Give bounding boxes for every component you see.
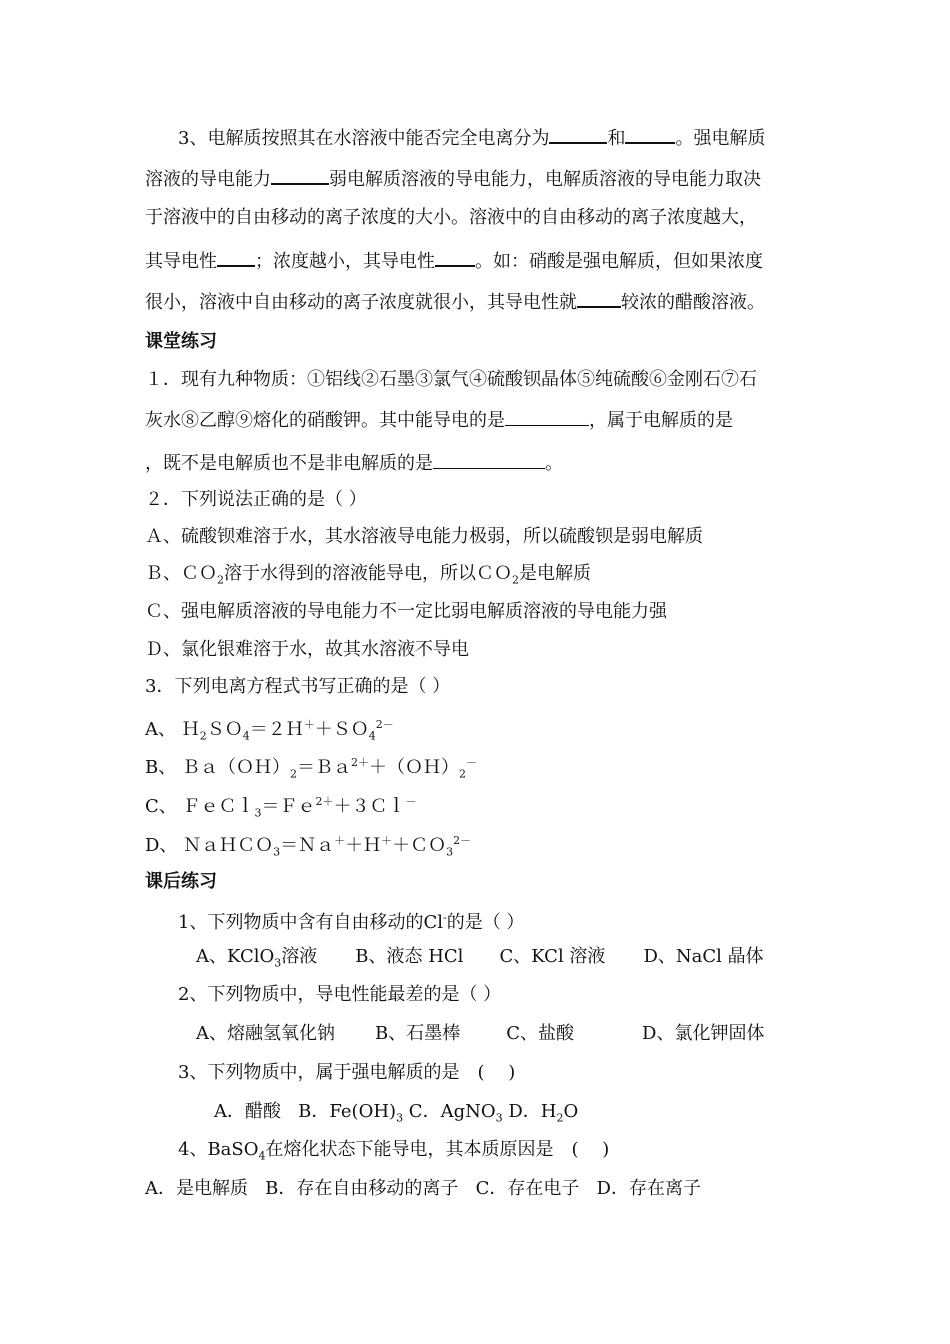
para3-line-1: 3、电解质按照其在水溶液中能否完全电离分为 和 。强电解质	[178, 124, 765, 151]
option-b[interactable]: B、液态 HCl	[355, 946, 464, 967]
para3-line-2: 溶液的导电能力 弱电解质溶液的导电能力，电解质溶液的导电能力取决	[145, 165, 761, 192]
q2-option-b: Ｂ、ＣＯ$_2$溶于水得到的溶液能导电，所以ＣＯ$_2$是电解质	[145, 563, 591, 587]
para3-line-3: 于溶液中的自由移动的离子浓度的大小。溶液中的自由移动的离子浓度越大，	[145, 207, 757, 228]
q3-option-a: A、 Ｈ$_2$ＳＯ$_4$＝２Ｈ＋＋ＳＯ$_4^{2-}$	[145, 718, 394, 743]
classroom-heading: 课堂练习	[145, 331, 217, 352]
after-q1-stem: 1、下列物质中含有自由移动的Cl-的是（ ）	[178, 911, 525, 933]
after-q3-stem: 3、下列物质中，属于强电解质的是 ( )	[178, 1062, 516, 1083]
q1-line-2: 灰水⑧乙醇⑨熔化的硝酸钾。其中能导电的是 ，属于电解质的是	[145, 407, 733, 433]
q1-line-3: ，既不是电解质也不是非电解质的是 。	[145, 450, 563, 476]
q2-option-c: Ｃ、强电解质溶液的导电能力不一定比弱电解质溶液的导电能力强	[145, 601, 667, 622]
q3-option-c: C、 ＦｅＣｌ$_3$＝Ｆｅ$^{2+}$＋３Ｃｌ－	[145, 795, 417, 820]
option-d[interactable]: D．$H_2O$	[508, 1101, 579, 1125]
option-b[interactable]: B、石墨棒	[375, 1023, 461, 1044]
q3-option-d: D、 ＮａＨＣＯ$_3$＝Ｎａ＋＋Ｈ＋＋ＣＯ$_3^{2-}$	[145, 834, 472, 859]
blank[interactable]	[271, 165, 329, 185]
option-b[interactable]: B．存在自由移动的离子	[265, 1178, 459, 1199]
q2-stem: ２．下列说法正确的是（ ）	[145, 489, 367, 510]
blank[interactable]	[433, 450, 545, 469]
blank[interactable]	[577, 288, 621, 308]
q3-option-b: B、 $Ba(OH)_2=Ba^{2+}+(OH)_2^-$	[145, 756, 477, 781]
after-class-heading: 课后练习	[145, 871, 217, 892]
after-q1-options	[196, 945, 764, 976]
blank[interactable]	[217, 247, 255, 267]
option-c[interactable]: C．AgNO$_3$	[408, 1101, 503, 1125]
option-c[interactable]: C、盐酸	[506, 1023, 575, 1044]
q1-line-1: １．现有九种物质：①铝线②石墨③氯气④硫酸钡晶体⑤纯硫酸⑥金刚石⑦石	[145, 369, 757, 390]
option-c[interactable]: C．存在电子	[475, 1178, 580, 1199]
para3-line-5: 很小，溶液中自由移动的离子浓度就很小，其导电性就 较浓的醋酸溶液。	[145, 288, 765, 315]
after-q4-options	[145, 1177, 701, 1201]
option-a[interactable]: A、熔融氢氧化钠	[196, 1023, 335, 1044]
after-q2-stem: 2、下列物质中，导电性能最差的是（ ）	[178, 984, 502, 1005]
option-d[interactable]: D．存在离子	[596, 1178, 701, 1199]
q3-stem: 3．下列电离方程式书写正确的是（ ）	[145, 676, 451, 697]
option-a[interactable]: A、KClO$_3$溶液	[196, 946, 318, 970]
option-d[interactable]: D、NaCl 晶体	[643, 946, 764, 967]
option-b[interactable]: B．$Fe(OH)_3$	[298, 1101, 404, 1125]
after-q3-options	[214, 1100, 578, 1131]
blank[interactable]	[435, 247, 475, 267]
option-a[interactable]: A．是电解质	[145, 1178, 248, 1199]
option-a[interactable]: A．醋酸	[214, 1101, 281, 1122]
after-q4-stem: 4、BaSO$_4$在熔化状态下能导电，其本质原因是 ( )	[178, 1139, 610, 1163]
after-q2-options	[196, 1022, 764, 1046]
blank[interactable]	[625, 124, 675, 144]
blank[interactable]	[549, 124, 607, 144]
option-c[interactable]: C、KCl 溶液	[499, 946, 606, 967]
para3-line-4: 其导电性 ；浓度越小，其导电性 。如：硝酸是强电解质，但如果浓度	[145, 247, 763, 274]
q2-option-d: Ｄ、氯化银难溶于水，故其水溶液不导电	[145, 639, 469, 660]
option-d[interactable]: D、氯化钾固体	[642, 1023, 765, 1044]
blank[interactable]	[505, 407, 589, 426]
q2-option-a: Ａ、硫酸钡难溶于水，其水溶液导电能力极弱，所以硫酸钡是弱电解质	[145, 526, 703, 547]
